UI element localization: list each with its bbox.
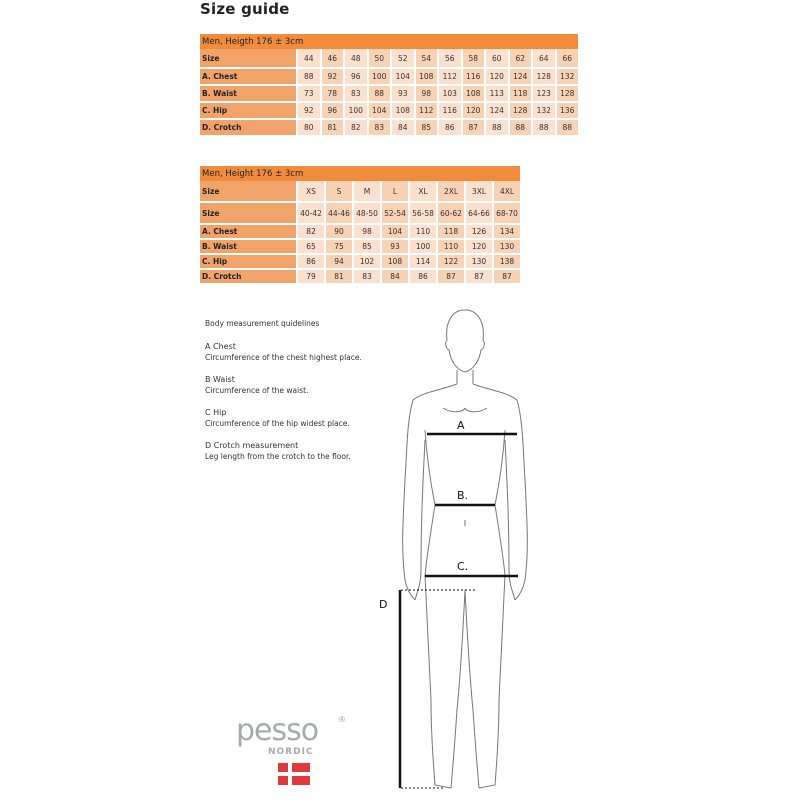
table-row	[200, 255, 520, 268]
table-cell: 128	[557, 86, 579, 101]
table-cell: 73	[298, 86, 320, 101]
table-cell: 110	[438, 240, 464, 253]
guideline-desc: Circumference of the chest highest place.	[205, 353, 362, 362]
guideline-desc: Circumference of the waist.	[205, 386, 309, 395]
pesso-nordic-logo	[236, 713, 356, 803]
table-cell: 87	[494, 270, 520, 283]
table-cell: 98	[354, 225, 380, 238]
table-cell: 85	[416, 120, 438, 135]
table-cell: 88	[486, 120, 508, 135]
row-label: C. Hip	[200, 103, 296, 118]
table-cell: 81	[322, 120, 344, 135]
label-d: D	[379, 598, 388, 611]
table-cell: 126	[466, 225, 492, 238]
row-label: D. Crotch	[200, 270, 296, 283]
table-cell: 56	[439, 49, 461, 67]
table-cell: 112	[439, 69, 461, 84]
table-cell: 96	[345, 69, 367, 84]
table-cell: 2XL	[438, 181, 464, 201]
table-cell: 136	[557, 103, 579, 118]
table-cell: 100	[410, 240, 436, 253]
table-cell: 94	[326, 255, 352, 268]
table-cell: 81	[326, 270, 352, 283]
table-cell: M	[354, 181, 380, 201]
table-row	[200, 203, 520, 223]
guideline-name: C Hip	[205, 408, 227, 417]
table-row	[200, 103, 578, 118]
table-cell: XS	[298, 181, 324, 201]
table-cell: 138	[494, 255, 520, 268]
table-cell: 114	[410, 255, 436, 268]
table-cell: 98	[416, 86, 438, 101]
table-cell: 83	[369, 120, 391, 135]
table-cell: 64-66	[466, 203, 492, 223]
table-cell: 64	[533, 49, 555, 67]
row-label: C. Hip	[200, 255, 296, 268]
table-cell: 66	[557, 49, 579, 67]
table-row	[200, 49, 578, 67]
table-cell: 86	[410, 270, 436, 283]
table-cell: 108	[463, 86, 485, 101]
table-cell: 88	[298, 69, 320, 84]
table-cell: 60	[486, 49, 508, 67]
table-cell: 120	[486, 69, 508, 84]
table-cell: 130	[466, 255, 492, 268]
logo-subtitle: NORDIC	[268, 747, 314, 757]
table-cell: 48	[345, 49, 367, 67]
table-cell: 116	[439, 103, 461, 118]
table-cell: 87	[438, 270, 464, 283]
table-cell: 85	[354, 240, 380, 253]
table-cell: 122	[438, 255, 464, 268]
label-a: A	[457, 419, 465, 432]
row-label: Size	[200, 49, 296, 67]
table-cell: S	[326, 181, 352, 201]
table-header: Men, Heigth 176 ± 3cm	[200, 34, 578, 49]
table-cell: 93	[382, 240, 408, 253]
table-cell: 54	[416, 49, 438, 67]
table-cell: 118	[438, 225, 464, 238]
table-cell: 48-50	[354, 203, 380, 223]
table-cell: 83	[354, 270, 380, 283]
row-label: Size	[200, 203, 296, 223]
table-cell: 86	[439, 120, 461, 135]
table-cell: 68-70	[494, 203, 520, 223]
row-label: A. Chest	[200, 69, 296, 84]
table-cell: 87	[466, 270, 492, 283]
table-cell: 88	[533, 120, 555, 135]
label-c: C.	[457, 560, 469, 573]
table-cell: 60-62	[438, 203, 464, 223]
page-title: Size guide	[200, 0, 290, 18]
table-cell: 88	[510, 120, 532, 135]
table-cell: 65	[298, 240, 324, 253]
guideline-name: A Chest	[205, 342, 236, 351]
table-cell: 108	[416, 69, 438, 84]
table-cell: L	[382, 181, 408, 201]
guidelines-heading: Body measurement quidelines	[205, 319, 320, 328]
table-cell: 44	[298, 49, 320, 67]
table-cell: 75	[326, 240, 352, 253]
table-row	[200, 270, 520, 283]
table-cell: 82	[345, 120, 367, 135]
danish-flag-icon	[278, 763, 310, 785]
table-cell: 44-46	[326, 203, 352, 223]
table-cell: 83	[345, 86, 367, 101]
table-cell: 102	[354, 255, 380, 268]
table-cell: 84	[382, 270, 408, 283]
table-cell: 104	[382, 225, 408, 238]
table-cell: 110	[410, 225, 436, 238]
logo-wordmark: pesso	[236, 713, 319, 748]
size-table-letter	[198, 166, 522, 285]
table-cell: 104	[392, 69, 414, 84]
table-row	[200, 86, 578, 101]
table-cell: 78	[322, 86, 344, 101]
table-cell: 112	[416, 103, 438, 118]
table-cell: 132	[557, 69, 579, 84]
guideline-desc: Circumference of the hip widest place.	[205, 419, 350, 428]
table-cell: 40-42	[298, 203, 324, 223]
table-cell: 88	[557, 120, 579, 135]
registered-mark: ®	[338, 715, 346, 724]
table-cell: 118	[510, 86, 532, 101]
row-label: D. Crotch	[200, 120, 296, 135]
guideline-name: D Crotch measurement	[205, 441, 299, 450]
table-cell: 52	[392, 49, 414, 67]
table-cell: 108	[382, 255, 408, 268]
table-cell: 58	[463, 49, 485, 67]
table-cell: 96	[322, 103, 344, 118]
table-cell: 80	[298, 120, 320, 135]
table-cell: 92	[298, 103, 320, 118]
table-cell: 50	[369, 49, 391, 67]
table-row	[200, 225, 520, 238]
table-row	[200, 240, 520, 253]
label-b: B.	[457, 489, 469, 502]
table-cell: 87	[463, 120, 485, 135]
row-label: B. Waist	[200, 86, 296, 101]
table-cell: 79	[298, 270, 324, 283]
table-cell: 124	[510, 69, 532, 84]
table-cell: 52-54	[382, 203, 408, 223]
table-cell: 82	[298, 225, 324, 238]
row-label: A. Chest	[200, 225, 296, 238]
table-row	[200, 69, 578, 84]
table-cell: 128	[510, 103, 532, 118]
table-cell: 100	[345, 103, 367, 118]
guideline-name: B Waist	[205, 375, 235, 384]
table-cell: 128	[533, 69, 555, 84]
row-label: Size	[200, 181, 296, 201]
table-cell: 124	[486, 103, 508, 118]
table-header: Men, Height 176 ± 3cm	[200, 166, 520, 181]
table-cell: 113	[486, 86, 508, 101]
table-cell: 4XL	[494, 181, 520, 201]
table-cell: 100	[369, 69, 391, 84]
table-cell: 130	[494, 240, 520, 253]
table-cell: 120	[466, 240, 492, 253]
table-row	[200, 181, 520, 201]
table-cell: 132	[533, 103, 555, 118]
table-cell: 120	[463, 103, 485, 118]
table-cell: 3XL	[466, 181, 492, 201]
table-cell: 92	[322, 69, 344, 84]
row-label: B. Waist	[200, 240, 296, 253]
table-cell: 108	[392, 103, 414, 118]
table-cell: 123	[533, 86, 555, 101]
table-cell: 116	[463, 69, 485, 84]
table-row	[200, 120, 578, 135]
table-cell: 134	[494, 225, 520, 238]
size-table-numeric	[198, 34, 580, 137]
table-cell: 104	[369, 103, 391, 118]
table-cell: 88	[369, 86, 391, 101]
table-cell: 93	[392, 86, 414, 101]
table-cell: 62	[510, 49, 532, 67]
table-cell: 103	[439, 86, 461, 101]
table-cell: 86	[298, 255, 324, 268]
table-cell: 56-58	[410, 203, 436, 223]
table-cell: 46	[322, 49, 344, 67]
table-cell: 90	[326, 225, 352, 238]
table-cell: 84	[392, 120, 414, 135]
body-figure-illustration	[365, 300, 565, 800]
guideline-desc: Leg length from the crotch to the floor.	[205, 452, 351, 461]
table-cell: XL	[410, 181, 436, 201]
